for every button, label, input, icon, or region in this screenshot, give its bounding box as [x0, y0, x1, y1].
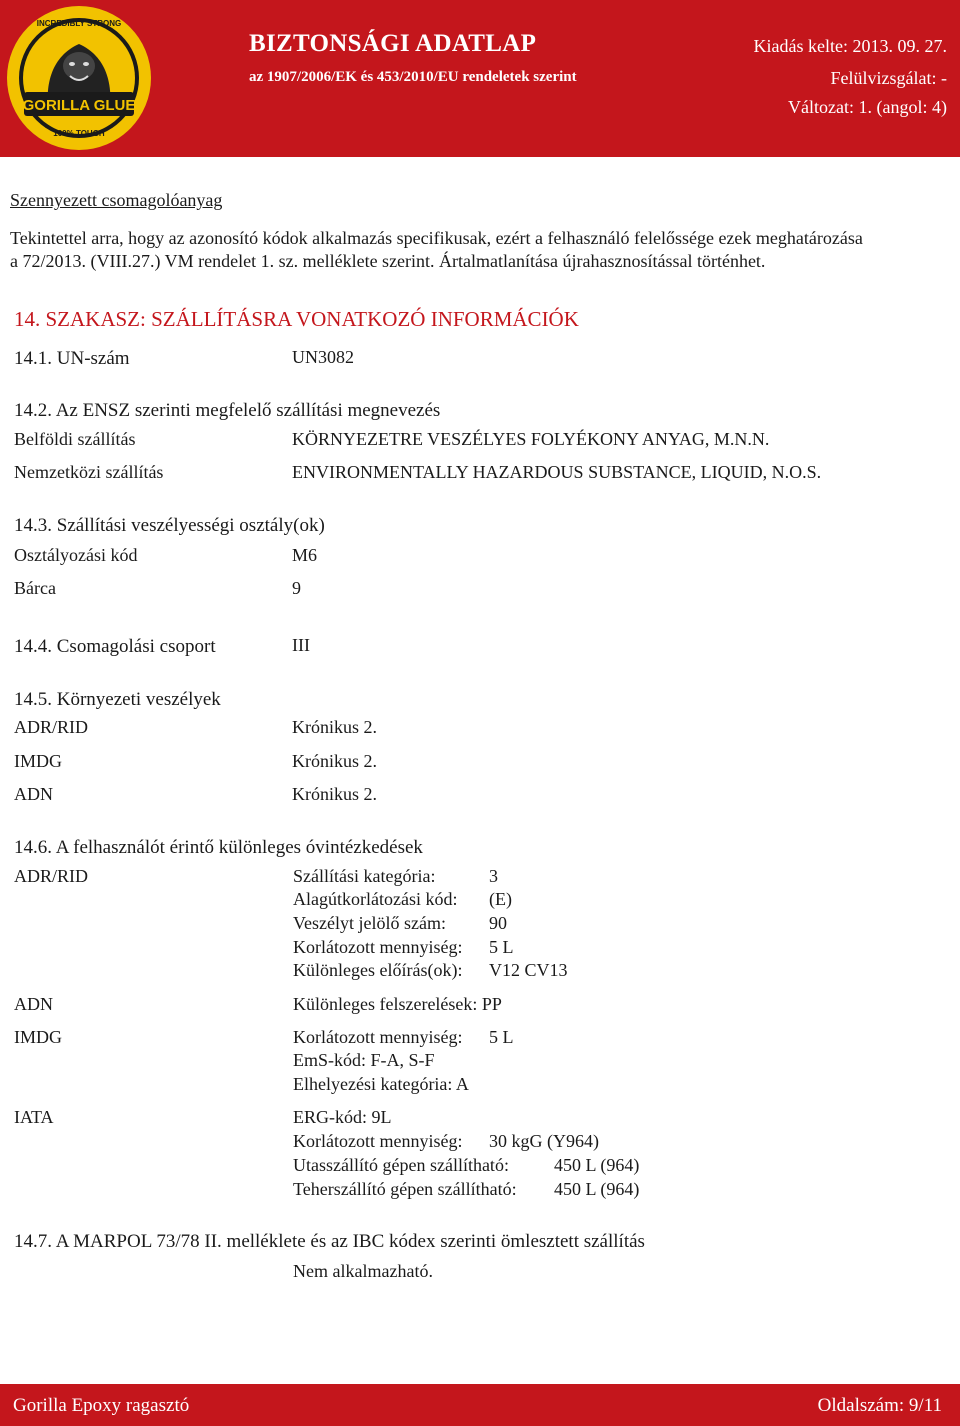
international-transport-value: ENVIRONMENTALLY HAZARDOUS SUBSTANCE, LIQUID, N.O.S.	[292, 462, 822, 482]
imdg-ems-code: EmS-kód: F-A, S-F	[293, 1050, 435, 1070]
hazard-label-value: 9	[292, 578, 301, 598]
page-header	[0, 0, 960, 157]
packing-group-label: 14.4. Csomagolási csoport	[14, 636, 216, 657]
env-row-label: ADN	[14, 784, 53, 804]
environmental-hazards-heading: 14.5. Környezeti veszélyek	[14, 689, 221, 710]
packaging-text-line-1: Tekintettel arra, hogy az azonosító kódok alkalmazás specifikusak, ezért a felhasználó felelőssége ezek meghatározása	[10, 228, 863, 248]
revision-info: Felülvizsgálat: -	[830, 68, 947, 88]
imdg-limited-quantity-key: Korlátozott mennyiség:	[293, 1027, 463, 1047]
footer-product-name: Gorilla Epoxy ragasztó	[13, 1395, 190, 1416]
iata-limited-quantity-value: 30 kgG (Y964)	[489, 1131, 599, 1151]
iata-passenger-aircraft-key: Utasszállító gépen szállítható:	[293, 1155, 509, 1175]
adn-special-equipment: Különleges felszerelések: PP	[293, 994, 502, 1014]
international-transport-label: Nemzetközi szállítás	[14, 462, 164, 482]
env-row-label: IMDG	[14, 751, 62, 771]
svg-text:100% TOUGH: 100% TOUGH	[53, 129, 105, 138]
iata-cargo-aircraft-value: 450 L (964)	[554, 1179, 640, 1199]
document-title: BIZTONSÁGI ADATLAP	[249, 30, 537, 57]
special-precautions-heading: 14.6. A felhasználót érintő különleges óvintézkedések	[14, 837, 423, 858]
adr-transport-category-key: Szállítási kategória:	[293, 866, 436, 886]
env-row-value: Krónikus 2.	[292, 717, 377, 737]
adr-special-provisions-value: V12 CV13	[489, 960, 568, 980]
adr-hazard-number-key: Veszélyt jelölő szám:	[293, 913, 446, 933]
env-row-value: Krónikus 2.	[292, 784, 377, 804]
imdg-label: IMDG	[14, 1027, 62, 1047]
regulation-line: az 1907/2006/EK és 453/2010/EU rendeletek szerint	[249, 69, 577, 85]
classification-code-value: M6	[292, 545, 318, 565]
footer-page-number: Oldalszám: 9/11	[817, 1395, 942, 1416]
hazard-label-label: Bárca	[14, 578, 56, 598]
iata-erg-code: ERG-kód: 9L	[293, 1107, 392, 1127]
classification-code-label: Osztályozási kód	[14, 545, 138, 565]
adr-hazard-number-value: 90	[489, 913, 507, 933]
page-footer	[0, 1384, 960, 1426]
imdg-stowage-category: Elhelyezési kategória: A	[293, 1074, 469, 1094]
marpol-heading: 14.7. A MARPOL 73/78 II. melléklete és az IBC kódex szerinti ömlesztett szállítás	[14, 1231, 645, 1252]
packaging-text-line-2: a 72/2013. (VIII.27.) VM rendelet 1. sz. melléklete szerint. Ártalmatlanítása újrahasznosítással történhet.	[10, 251, 766, 271]
hazard-class-heading: 14.3. Szállítási veszélyességi osztály(ok)	[14, 515, 325, 536]
adr-tunnel-code-key: Alagútkorlátozási kód:	[293, 889, 458, 909]
iata-label: IATA	[14, 1107, 54, 1127]
domestic-transport-value: KÖRNYEZETRE VESZÉLYES FOLYÉKONY ANYAG, M.N.N.	[292, 429, 770, 449]
adn-label: ADN	[14, 994, 53, 1014]
shipping-name-heading: 14.2. Az ENSZ szerinti megfelelő szállítási megnevezés	[14, 400, 441, 421]
un-number-label: 14.1. UN-szám	[14, 348, 130, 369]
adr-tunnel-code-value: (E)	[489, 889, 512, 909]
section-14-title: 14. SZAKASZ: SZÁLLÍTÁSRA VONATKOZÓ INFORMÁCIÓK	[14, 307, 579, 331]
domestic-transport-label: Belföldi szállítás	[14, 429, 136, 449]
version-info: Változat: 1. (angol: 4)	[788, 97, 947, 117]
svg-text:INCREDIBLY STRONG: INCREDIBLY STRONG	[36, 19, 122, 28]
adr-limited-quantity-value: 5 L	[489, 937, 514, 957]
iata-limited-quantity-key: Korlátozott mennyiség:	[293, 1131, 463, 1151]
un-number-value: UN3082	[292, 347, 354, 367]
adr-limited-quantity-key: Korlátozott mennyiség:	[293, 937, 463, 957]
imdg-limited-quantity-value: 5 L	[489, 1027, 514, 1047]
adr-special-provisions-key: Különleges előírás(ok):	[293, 960, 463, 980]
env-row-label: ADR/RID	[14, 717, 89, 737]
iata-passenger-aircraft-value: 450 L (964)	[554, 1155, 640, 1175]
env-row-value: Krónikus 2.	[292, 751, 377, 771]
adr-transport-category-value: 3	[489, 866, 498, 886]
adr-rid-label: ADR/RID	[14, 866, 89, 886]
issue-date: Kiadás kelte: 2013. 09. 27.	[753, 36, 947, 56]
gorilla-glue-logo	[4, 4, 154, 152]
packaging-heading: Szennyezett csomagolóanyag	[10, 190, 223, 210]
iata-cargo-aircraft-key: Teherszállító gépen szállítható:	[293, 1179, 517, 1199]
packing-group-value: III	[292, 635, 310, 655]
marpol-value: Nem alkalmazható.	[293, 1261, 433, 1281]
svg-text:GORILLA GLUE: GORILLA GLUE	[22, 97, 136, 114]
